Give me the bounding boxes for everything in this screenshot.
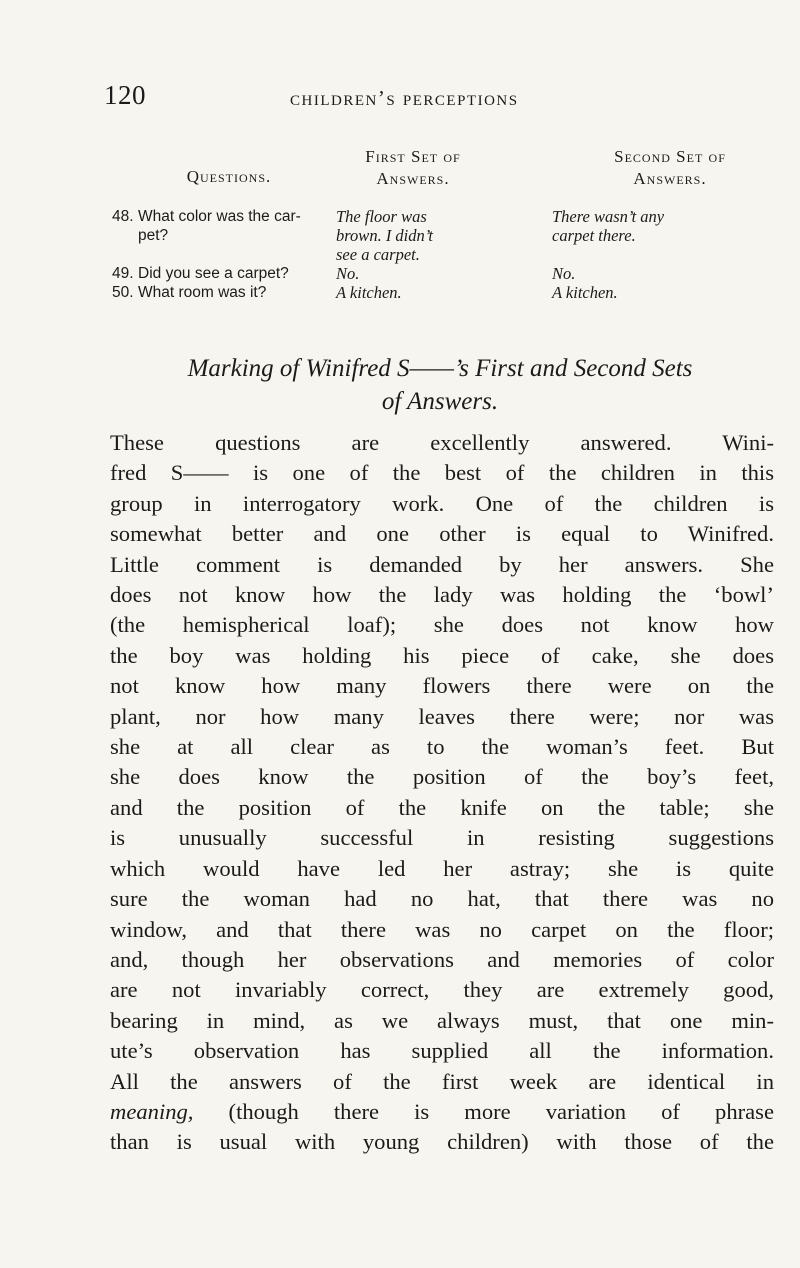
running-head [104, 80, 764, 120]
section-heading [110, 352, 770, 418]
paragraph-line: All the answers of the first week are identical in [110, 1068, 774, 1094]
qa-row-48 [112, 207, 762, 271]
page-number: 120 [104, 80, 146, 110]
paragraph-line: ute’s observation has supplied all the information. [110, 1038, 774, 1064]
paragraph-line: sure the woman had no hat, that there was no [110, 886, 774, 912]
second-answer-50: A kitchen. [552, 283, 618, 302]
paragraph-line: not know how many flowers there were on the [110, 673, 774, 699]
paragraph-line: and the position of the knife on the table; she [110, 794, 774, 820]
paragraph-line: she at all clear as to the woman’s feet. But [110, 734, 774, 760]
question-48: 48. What color was the car- pet? [112, 208, 301, 244]
first-set-header-line-2: Answers. [376, 169, 450, 188]
first-set-column-header [318, 146, 508, 190]
first-answer-50: A kitchen. [336, 283, 402, 302]
question-number: 48. [112, 208, 134, 225]
paragraph-line: group in interrogatory work. One of the children is [110, 490, 774, 516]
second-answer-48: There wasn’t any carpet there. [552, 207, 665, 245]
paragraph-line: Little comment is demanded by her answers. She [110, 551, 774, 577]
paragraph-line: and, though her observations and memories of color [110, 946, 774, 972]
paragraph-line: (the hemispherical loaf); she does not know how [110, 612, 774, 638]
paragraph-line: than is usual with young children) with those of the [110, 1129, 774, 1155]
paragraph-line: somewhat better and one other is equal to Winifred. [110, 521, 774, 547]
paragraph-line: window, and that there was no carpet on the floor; [110, 916, 774, 942]
paragraph-line: fred S—— is one of the best of the children in this [110, 460, 774, 486]
question-50: 50. What room was it? [112, 284, 267, 301]
second-set-column-header [560, 146, 780, 190]
second-set-header-line-1: Second Set of [614, 147, 726, 166]
question-number: 50. [112, 284, 134, 301]
first-answer-48: The floor was brown. I didn’t see a carpet. [336, 207, 434, 264]
paragraph-line: are not invariably correct, they are extremely good, [110, 977, 774, 1003]
questions-column-header: Questions. [186, 167, 272, 186]
question-49: 49. Did you see a carpet? [112, 265, 289, 282]
first-set-header-line-1: First Set of [365, 147, 461, 166]
second-set-header-line-2: Answers. [633, 169, 707, 188]
first-answer-49: No. [336, 264, 360, 283]
paragraph-line: does not know how the lady was holding the ‘bowl’ [110, 582, 774, 608]
running-title: children’s perceptions [290, 86, 519, 110]
paragraph-line: plant, nor how many leaves there were; nor was [110, 703, 774, 729]
second-answer-49: No. [552, 264, 576, 283]
body-paragraph [110, 428, 774, 1158]
paragraph-line: bearing in mind, as we always must, that one min- [110, 1007, 774, 1033]
paragraph-line: These questions are excellently answered. Wini- [110, 430, 774, 455]
question-number: 49. [112, 265, 134, 282]
paragraph-line: she does know the position of the boy’s feet, [110, 764, 774, 790]
paragraph-line: the boy was holding his piece of cake, she does [110, 642, 774, 668]
qa-row-50 [112, 283, 762, 305]
paragraph-line: which would have led her astray; she is quite [110, 855, 774, 881]
paragraph-line-italic-start: meaning, (though there is more variation of phrase [110, 1098, 774, 1124]
section-heading-line-2: of Answers. [381, 388, 499, 415]
section-heading-line-1: Marking of Winifred S——’s First and Second Sets [187, 355, 693, 382]
paragraph-line: is unusually successful in resisting suggestions [110, 825, 774, 851]
